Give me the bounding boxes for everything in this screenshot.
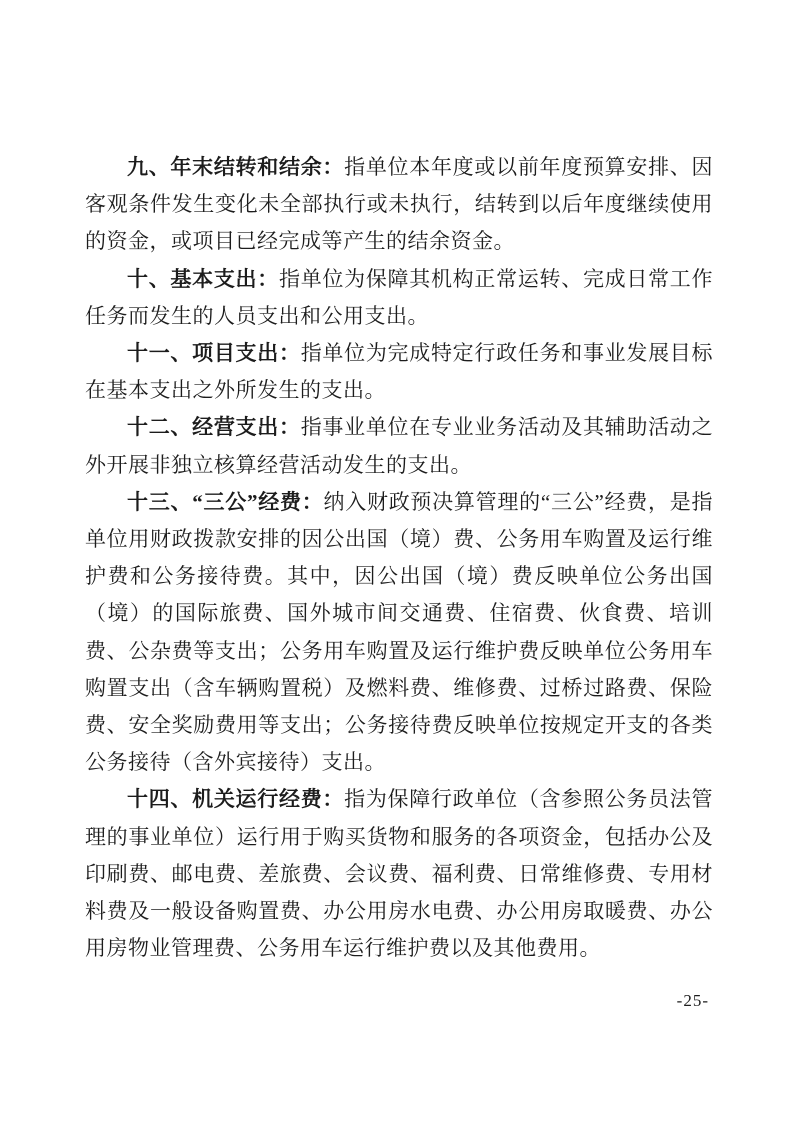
term-definition-11: 指单位为完成特定行政任务和事业发展目标在基本支出之外所发生的支出。 — [85, 341, 714, 403]
term-definition-9: 指单位本年度或以前年度预算安排、因客观条件发生变化未全部执行或未执行，结转到以后年度继续使用的资金，或项目已经完成等产生的结余资金。 — [85, 155, 714, 254]
term-definition-12: 指事业单位在专业业务活动及其辅助活动之外开展非独立核算经营活动发生的支出。 — [85, 415, 714, 477]
term-label-11: 十一、项目支出： — [127, 341, 301, 366]
term-label-12: 十二、经营支出： — [127, 415, 301, 440]
document-body — [85, 149, 713, 967]
definition-paragraph-13 — [85, 484, 713, 782]
term-label-9: 九、年末结转和结余： — [127, 155, 345, 179]
term-definition-13: 纳入财政预决算管理的“三公”经费，是指单位用财政拨款安排的因公出国（境）费、公务用车购置及运行维护费和公务接待费。其中，因公出国（境）费反映单位公务出国（境）的国际旅费、国外城市间交通费、住宿费、伙食费、培训费、公杂费等支出；公务用车购置及运行维护费反映单位公务用车购置支出（含车辆购置税）及燃料费、维修费、过桥过路费、保险费、安全奖励费用等支出；公务接待费反映单位按规定开支的各类公务接待（含外宾接待）支出。 — [85, 489, 714, 775]
term-definition-14: 指为保障行政单位（含参照公务员法管理的事业单位）运行用于购买货物和服务的各项资金，包括办公及印刷费、邮电费、差旅费、会议费、福利费、日常维修费、专用材料费及一般设备购置费、办公用房水电费、办公用房取暖费、办公用房物业管理费、公务用车运行维护费以及其他费用。 — [85, 787, 714, 961]
term-label-10: 十、基本支出： — [127, 266, 279, 291]
term-label-14: 十四、机关运行经费： — [127, 787, 345, 812]
page-number: -25- — [676, 991, 709, 1010]
definition-paragraph-10 — [85, 261, 713, 335]
definition-paragraph-11 — [85, 335, 713, 409]
definition-paragraph-9 — [85, 149, 713, 261]
definition-paragraph-14 — [85, 781, 713, 967]
term-label-13: 十三、“三公”经费： — [127, 489, 324, 514]
definition-paragraph-12 — [85, 409, 713, 483]
term-definition-10: 指单位为保障其机构正常运转、完成日常工作任务而发生的人员支出和公用支出。 — [85, 266, 714, 328]
